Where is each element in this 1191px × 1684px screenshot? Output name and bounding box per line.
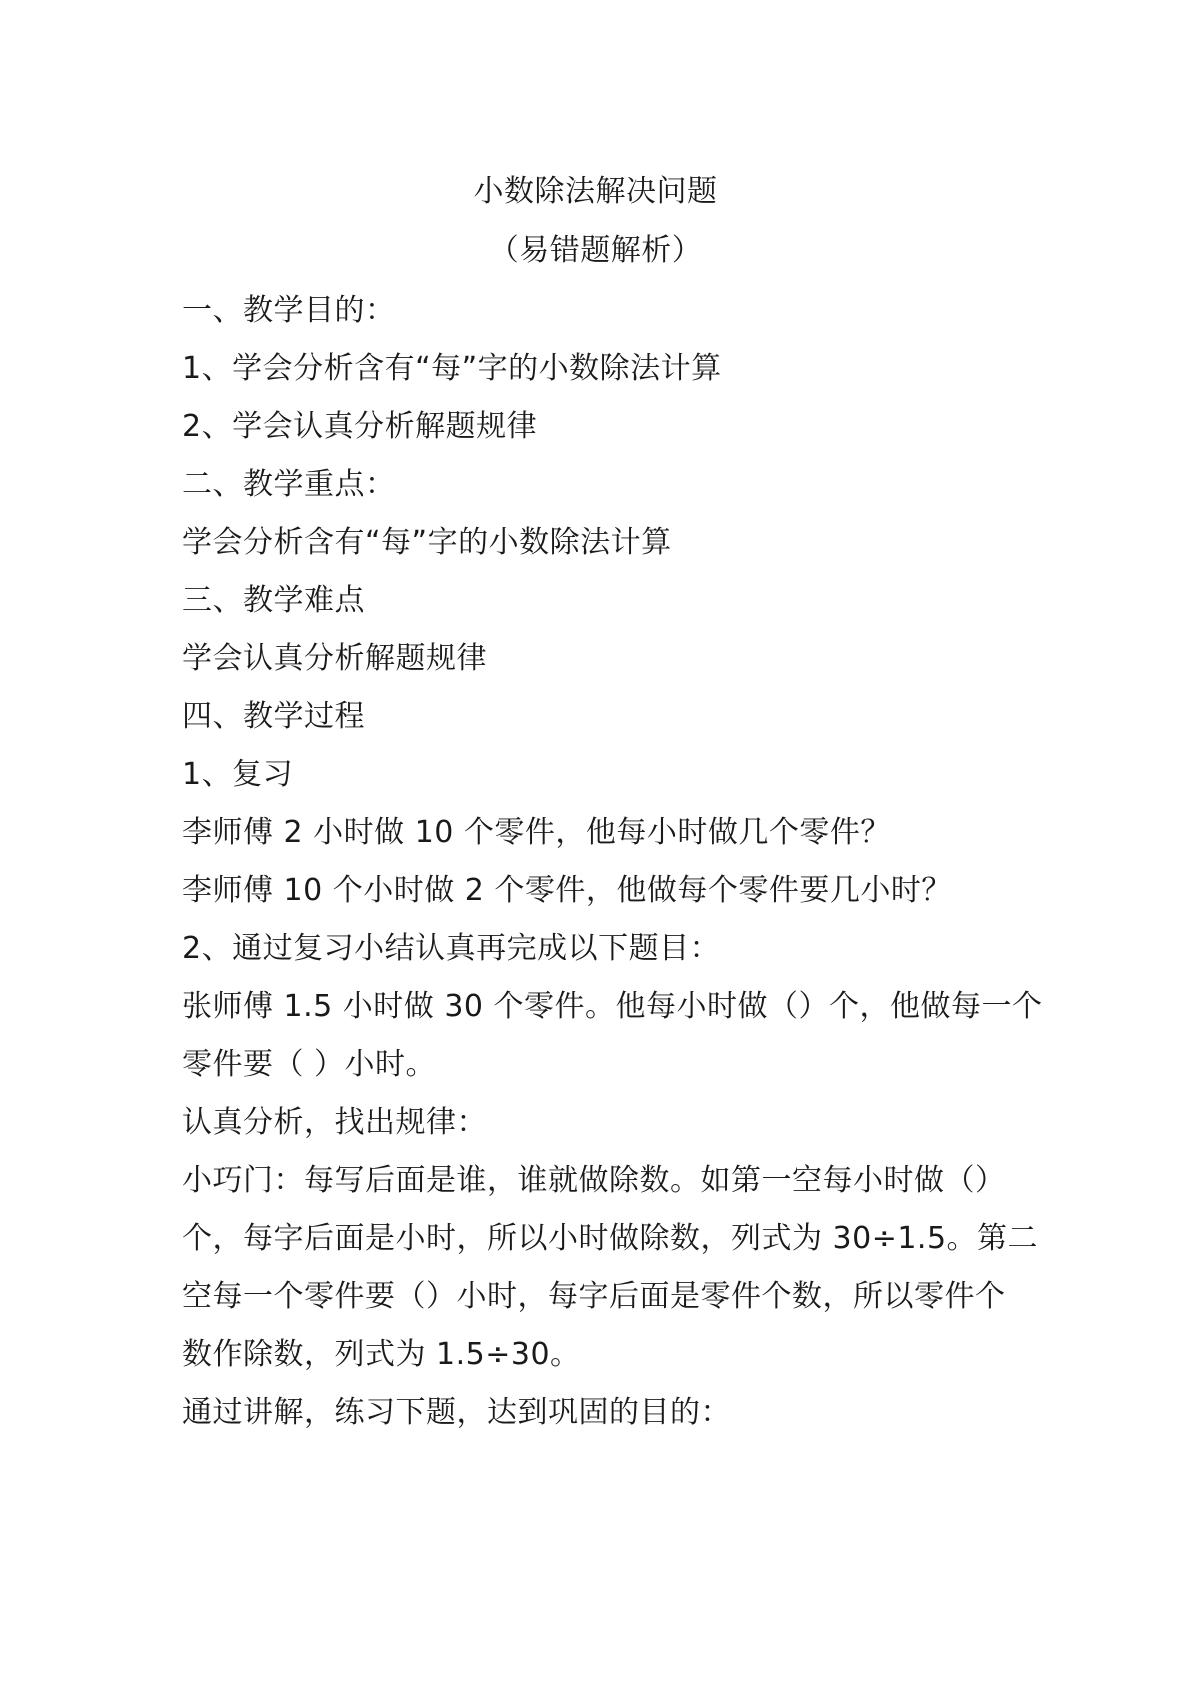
document-title: 小数除法解决问题 — [473, 174, 718, 209]
review-question-1: 李师傅 2 小时做 10 个零件，他每小时做几个零件？ — [182, 815, 891, 850]
difficulty-text: 学会认真分析解题规律 — [182, 641, 487, 676]
tip-line-1: 小巧门：每写后面是谁，谁就做除数。如第一空每小时做（） — [182, 1163, 1006, 1198]
objective-item-1: 1、学会分析含有“每”字的小数除法计算 — [182, 351, 722, 386]
review-question-2: 李师傅 10 个小时做 2 个零件，他做每个零件要几小时？ — [182, 873, 952, 908]
practice-question-line-2: 零件要（ ）小时。 — [182, 1047, 437, 1082]
process-step-practice: 2、通过复习小结认真再完成以下题目： — [182, 931, 721, 966]
objective-item-2: 2、学会认真分析解题规律 — [182, 409, 538, 444]
section-heading-difficulties: 三、教学难点 — [182, 583, 365, 618]
consolidation-text: 通过讲解，练习下题，达到巩固的目的： — [182, 1395, 731, 1430]
key-point-text: 学会分析含有“每”字的小数除法计算 — [182, 525, 672, 560]
analysis-heading: 认真分析，找出规律： — [182, 1105, 487, 1140]
section-heading-key-points: 二、教学重点： — [182, 467, 396, 502]
process-step-review: 1、复习 — [182, 757, 294, 792]
section-heading-objectives: 一、教学目的： — [182, 293, 396, 328]
tip-line-3: 空每一个零件要（）小时，每字后面是零件个数，所以零件个 — [182, 1279, 1006, 1314]
section-heading-process: 四、教学过程 — [182, 699, 365, 734]
document-subtitle: （易错题解析） — [488, 233, 703, 268]
tip-line-4: 数作除数，列式为 1.5÷30。 — [182, 1337, 581, 1372]
practice-question-line-1: 张师傅 1.5 小时做 30 个零件。他每小时做（）个，他做每一个 — [182, 989, 1043, 1024]
tip-line-2: 个，每字后面是小时，所以小时做除数，列式为 30÷1.5。第二 — [182, 1221, 1039, 1256]
